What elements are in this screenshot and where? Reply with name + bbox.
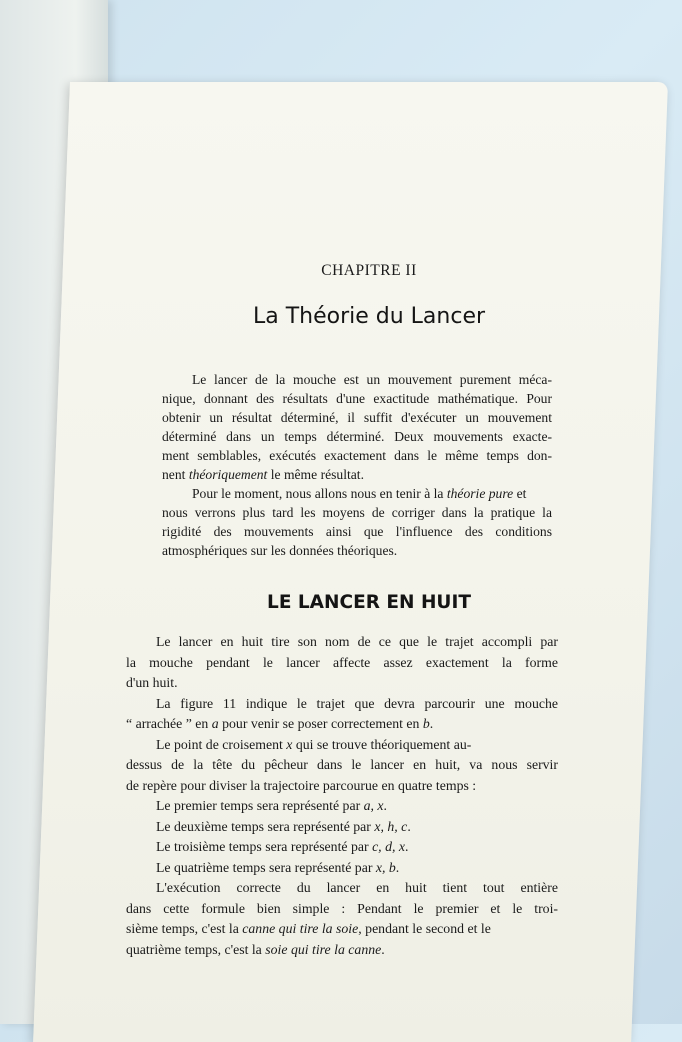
emphasis: x, h, c <box>374 818 408 834</box>
text-line <box>126 735 558 756</box>
text-line: La figure 11 indique le trajet que devra parcourir une mouche <box>156 695 558 711</box>
emphasis: a <box>211 716 219 731</box>
text-run: . <box>381 941 385 957</box>
text-run: . <box>405 839 409 854</box>
emphasis: x, b <box>375 859 396 875</box>
body-text <box>126 632 558 960</box>
text-line: nous verrons plus tard les moyens de corriger dans la pratique la <box>162 505 552 520</box>
emphasis: théoriquement <box>188 467 268 482</box>
text-line: déterminé dans un temps déterminé. Deux mouvements exacte- <box>162 429 552 444</box>
text-line <box>162 484 552 503</box>
text-run: quatrième temps, c'est la <box>126 941 266 957</box>
body-temps-4 <box>126 858 558 879</box>
body-temps-1 <box>126 796 558 817</box>
text-run: . <box>407 818 411 834</box>
text-line <box>126 714 558 735</box>
text-line <box>162 465 552 484</box>
text-line <box>126 940 558 961</box>
body-paragraph-3 <box>126 735 558 797</box>
text-run: Le deuxième temps sera représenté par <box>156 818 375 834</box>
text-run: Le troisième temps sera représenté par <box>156 839 373 854</box>
text-line: Le lancer en huit tire son nom de ce que le trajet accompli par <box>156 634 558 649</box>
text-line: atmosphériques sur les données théoriques. <box>162 543 398 558</box>
emphasis: théorie pure <box>446 486 514 501</box>
emphasis: b <box>422 716 430 731</box>
text-run: “ arrachée ” en <box>126 716 212 731</box>
emphasis: canne qui tire la soie <box>242 921 359 936</box>
intro-text <box>162 370 552 560</box>
text-run: Le point de croisement <box>156 736 287 752</box>
text-run: Pour le moment, nous allons nous en tenir à la <box>192 486 447 501</box>
text-run: qui se trouve théoriquement au- <box>292 736 472 752</box>
text-line: obtenir un résultat déterminé, il suffit d'exécuter un mouvement <box>162 410 552 425</box>
text-line: L'exécution correcte du lancer en huit tient tout entière <box>156 880 558 895</box>
text-line: la mouche pendant le lancer affecte assez exactement la forme <box>126 654 558 670</box>
emphasis: a, x <box>363 798 384 813</box>
text-line: Le lancer de la mouche est un mouvement purement méca- <box>192 372 552 387</box>
emphasis: x <box>286 736 293 752</box>
text-run: . <box>383 798 387 813</box>
text-line: dans cette formule bien simple : Pendant le premier et le troi- <box>126 900 558 916</box>
text-line: ment semblables, exécutés exactement dans le même temps don- <box>162 448 552 463</box>
emphasis: c, d, x <box>372 839 406 854</box>
text-line: de repère pour diviser la trajectoire parcourue en quatre temps : <box>126 777 477 793</box>
text-run: . <box>429 716 434 731</box>
text-line <box>126 837 558 858</box>
text-run: sième temps, c'est la <box>126 921 243 936</box>
emphasis: soie qui tire la canne <box>265 941 382 957</box>
text-line: dessus de la tête du pêcheur dans le lancer en huit, va nous servir <box>126 757 558 772</box>
intro-paragraph-1 <box>162 370 552 484</box>
text-run: Le premier temps sera représenté par <box>156 798 364 813</box>
text-line <box>126 919 558 940</box>
book-page <box>33 82 668 1042</box>
text-run: . <box>395 859 400 875</box>
text-line <box>126 796 558 817</box>
text-run: nent <box>162 467 189 482</box>
intro-paragraph-2 <box>162 484 552 560</box>
section-title: LE LANCER EN HUIT <box>267 592 471 613</box>
text-line <box>126 817 558 838</box>
text-line: rigidité des mouvements ainsi que l'influence des conditions <box>162 524 552 539</box>
text-line: d'un huit. <box>126 675 178 690</box>
body-paragraph-1 <box>126 632 558 694</box>
chapter-title: La Théorie du Lancer <box>252 304 486 329</box>
text-run: et <box>513 486 527 501</box>
body-temps-3 <box>126 837 558 858</box>
body-paragraph-4 <box>126 878 558 960</box>
text-run: , pendant le second et le <box>358 921 491 936</box>
body-paragraph-2 <box>126 694 558 735</box>
text-line: nique, donnant des résultats d'une exactitude mathématique. Pour <box>162 391 552 406</box>
text-run: le même résultat. <box>267 467 364 482</box>
chapter-label: CHAPITRE II <box>321 262 417 279</box>
text-run: Le quatrième temps sera représenté par <box>156 859 376 875</box>
text-line <box>126 858 558 879</box>
text-run: pour venir se poser correctement en <box>218 716 423 731</box>
body-temps-2 <box>126 817 558 838</box>
